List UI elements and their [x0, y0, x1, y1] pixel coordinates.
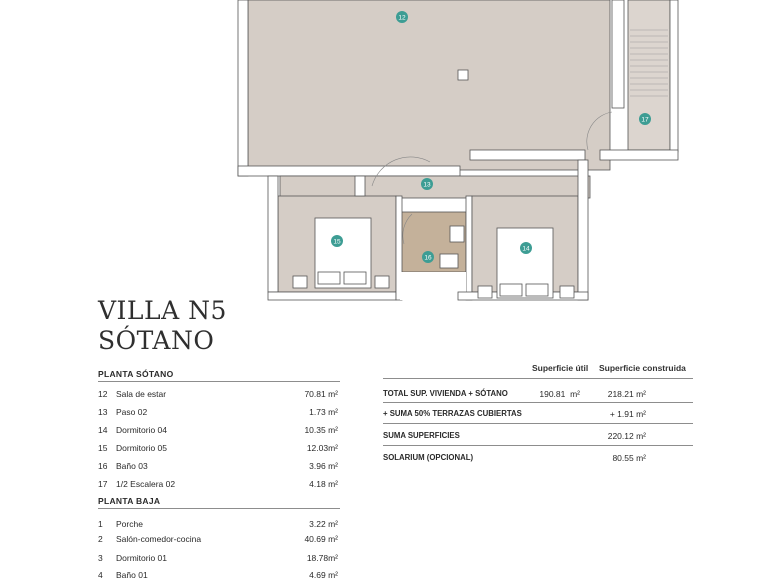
table-row [98, 407, 338, 421]
row-name: 1/2 Escalera 02 [116, 479, 176, 489]
summary-row [383, 409, 693, 423]
row-name: Dormitorio 05 [116, 443, 168, 453]
row-name: Baño 03 [116, 461, 148, 471]
divider [383, 378, 693, 379]
row-area: 12.03m² [306, 443, 338, 453]
divider [383, 402, 693, 403]
row-area: 3.96 m² [309, 461, 338, 471]
summary-row [383, 389, 693, 403]
page-title [98, 296, 227, 356]
summary-construida: 80.55 m² [612, 453, 646, 463]
row-number: 2 [98, 534, 103, 544]
planta-baja-heading: PLANTA BAJA [98, 496, 161, 506]
row-number: 12 [98, 389, 108, 399]
row-number: 13 [98, 407, 108, 417]
summary-util: 190.81 m² [539, 389, 580, 399]
table-row [98, 534, 338, 548]
row-area: 1.73 m² [309, 407, 338, 417]
row-name: Sala de estar [116, 389, 167, 399]
title-line-1: VILLA N5 [98, 296, 227, 325]
table-row [98, 553, 338, 567]
room-label-15: 15 [333, 238, 341, 246]
row-name: Dormitorio 04 [116, 425, 168, 435]
row-area: 4.69 m² [309, 570, 338, 580]
table-row [98, 443, 338, 457]
table-row [98, 479, 338, 493]
sala-de-estar-floor [248, 0, 610, 170]
divider [383, 445, 693, 446]
row-area: 70.81 m² [304, 389, 338, 399]
room-label-16: 16 [424, 254, 432, 262]
row-number: 14 [98, 425, 108, 435]
row-name: Salón-comedor-cocina [116, 534, 202, 544]
row-name: Baño 01 [116, 570, 148, 580]
planta-sotano-heading: PLANTA SÓTANO [98, 369, 174, 379]
room-label-17: 17 [641, 116, 649, 124]
divider [98, 508, 340, 509]
summary-row [383, 431, 693, 445]
column-header-util: Superficie útil [532, 363, 589, 373]
room-label-14: 14 [522, 245, 530, 253]
staircase-floor [628, 0, 670, 150]
row-number: 15 [98, 443, 108, 453]
summary-label: SUMA SUPERFICIES [383, 431, 460, 440]
row-area: 10.35 m² [304, 425, 338, 435]
room-label-13: 13 [423, 181, 431, 189]
summary-construida: + 1.91 m² [609, 409, 646, 419]
table-row [98, 389, 338, 403]
summary-construida: 220.12 m² [607, 431, 646, 441]
row-area: 40.69 m² [304, 534, 338, 544]
row-area: 4.18 m² [309, 479, 338, 489]
title-line-2: SÓTANO [98, 326, 215, 355]
summary-construida: 218.21 m² [607, 389, 646, 399]
divider [383, 423, 693, 424]
summary-label: SOLARIUM (OPCIONAL) [383, 453, 474, 462]
table-row [98, 519, 338, 533]
divider [98, 381, 340, 382]
summary-row [383, 453, 693, 467]
summary-label: TOTAL SUP. VIVIENDA + SÓTANO [383, 389, 508, 398]
row-name: Dormitorio 01 [116, 553, 168, 563]
row-number: 3 [98, 553, 103, 563]
table-row [98, 570, 338, 584]
row-number: 16 [98, 461, 108, 471]
row-area: 3.22 m² [309, 519, 338, 529]
row-number: 17 [98, 479, 108, 489]
table-row [98, 425, 338, 439]
summary-label: + SUMA 50% TERRAZAS CUBIERTAS [383, 409, 522, 418]
row-number: 1 [98, 519, 103, 529]
table-row [98, 461, 338, 475]
row-name: Paso 02 [116, 407, 148, 417]
room-label-12: 12 [398, 14, 406, 22]
row-area: 18.78m² [306, 553, 338, 563]
row-name: Porche [116, 519, 143, 529]
column-header-construida: Superficie construida [599, 363, 686, 373]
row-number: 4 [98, 570, 103, 580]
